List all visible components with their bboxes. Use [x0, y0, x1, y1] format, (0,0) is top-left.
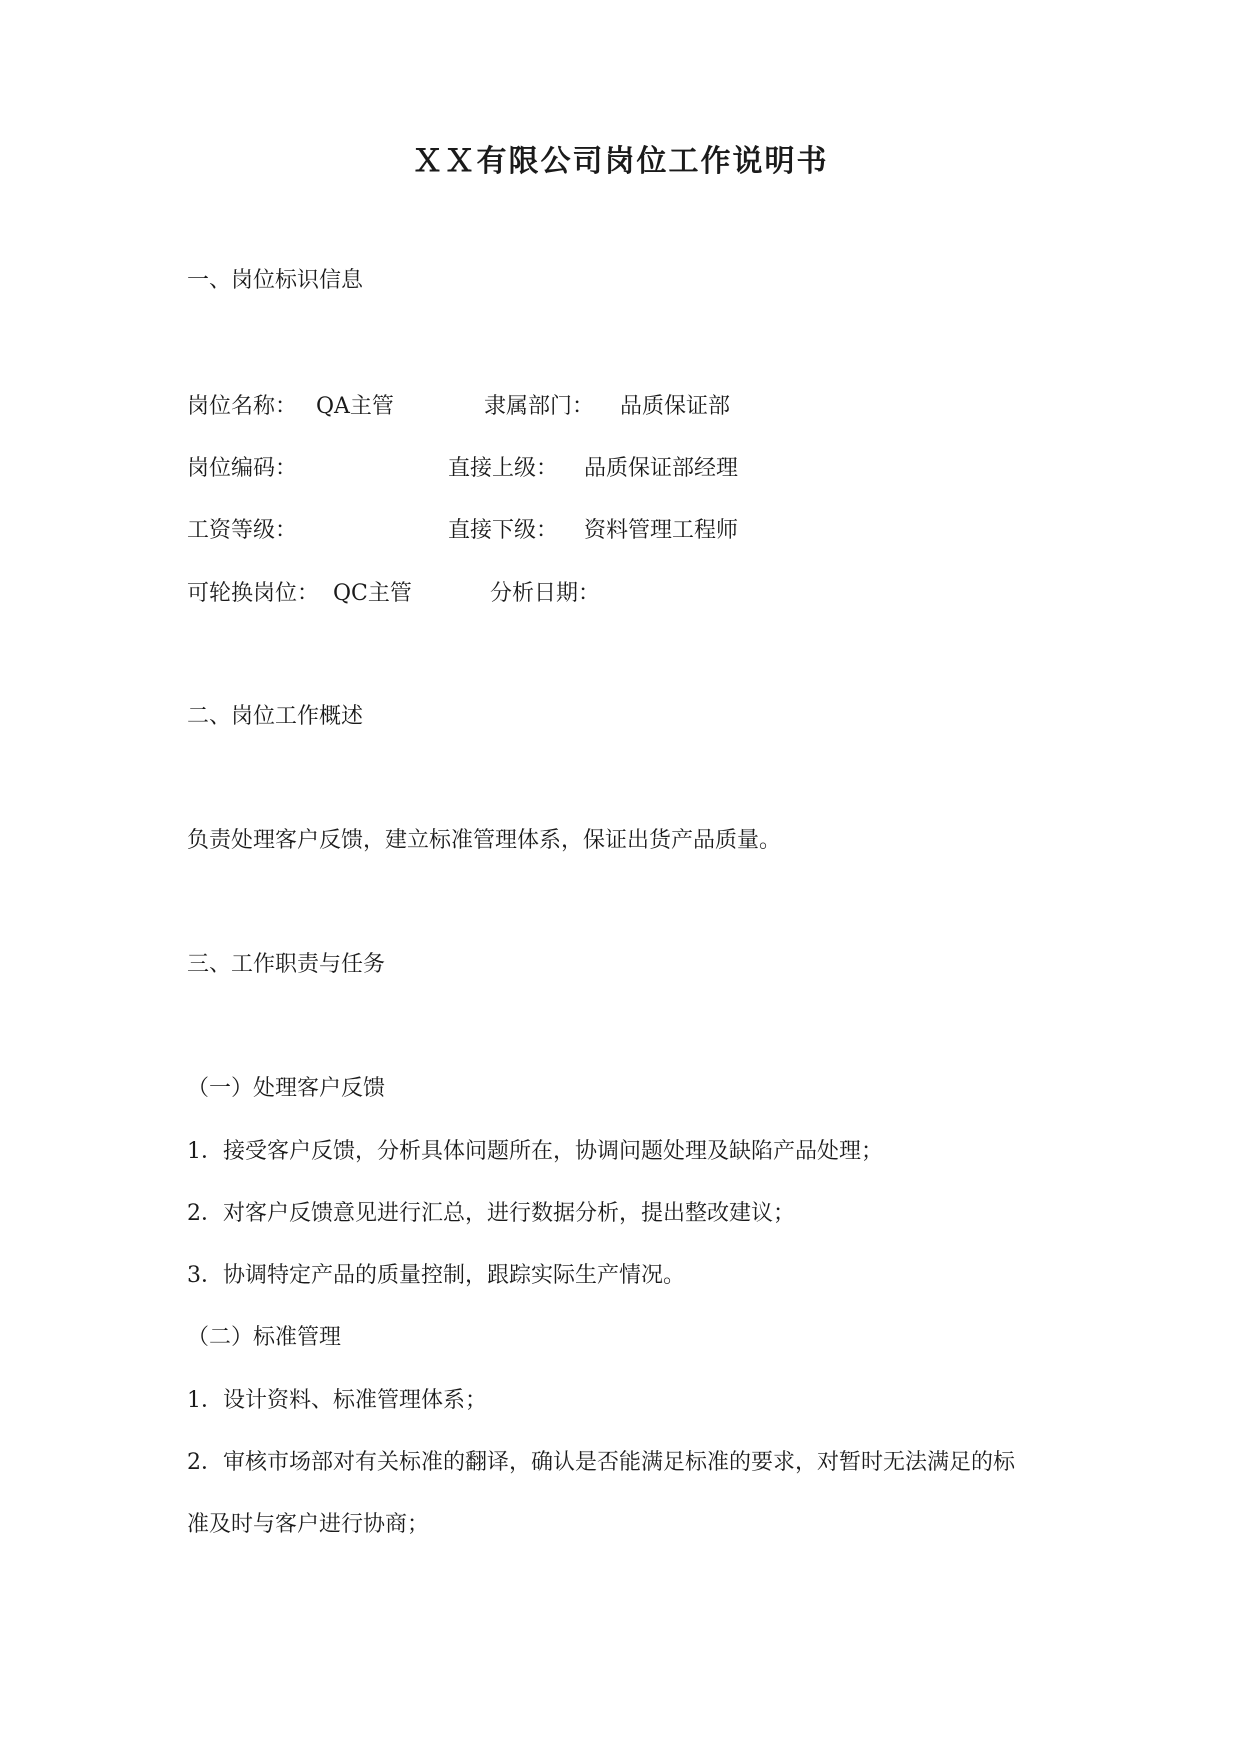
group1-title: （一）处理客户反馈: [187, 1076, 386, 1101]
group2-item-continuation: 准及时与客户进行协商；: [187, 1512, 430, 1537]
group2-title: （二）标准管理: [187, 1325, 342, 1350]
position-code-label: 岗位编码：: [187, 456, 298, 481]
group1-item: 1．接受客户反馈，分析具体问题所在，协调问题处理及缺陷产品处理；: [187, 1139, 883, 1164]
direct-superior-label: 直接上级：: [448, 456, 559, 481]
rotation-value: QC主管: [333, 581, 412, 606]
group2-item: 2．审核市场部对有关标准的翻译，确认是否能满足标准的要求，对暂时无法满足的标: [187, 1450, 1015, 1475]
rotation-label: 可轮换岗位：: [187, 581, 320, 606]
group1-item: 2．对客户反馈意见进行汇总，进行数据分析，提出整改建议；: [187, 1201, 795, 1226]
salary-grade-label: 工资等级：: [187, 518, 298, 543]
section1-heading: 一、岗位标识信息: [187, 268, 364, 293]
direct-superior-value: 品质保证部经理: [584, 456, 739, 481]
analysis-date-label: 分析日期：: [490, 581, 601, 606]
group2-item: 1．设计资料、标准管理体系；: [187, 1388, 487, 1413]
position-name-label: 岗位名称：: [187, 394, 298, 419]
direct-subordinate-value: 资料管理工程师: [584, 518, 739, 543]
group1-item: 3．协调特定产品的质量控制，跟踪实际生产情况。: [187, 1263, 685, 1288]
department-value: 品质保证部: [620, 394, 731, 419]
document-title: ＸＸ有限公司岗位工作说明书: [412, 144, 829, 179]
direct-subordinate-label: 直接下级：: [448, 518, 559, 543]
section3-heading: 三、工作职责与任务: [187, 952, 386, 977]
section2-summary: 负责处理客户反馈，建立标准管理体系，保证出货产品质量。: [187, 828, 782, 853]
department-label: 隶属部门：: [484, 394, 595, 419]
position-name-value: QA主管: [316, 394, 394, 419]
section2-heading: 二、岗位工作概述: [187, 704, 364, 729]
